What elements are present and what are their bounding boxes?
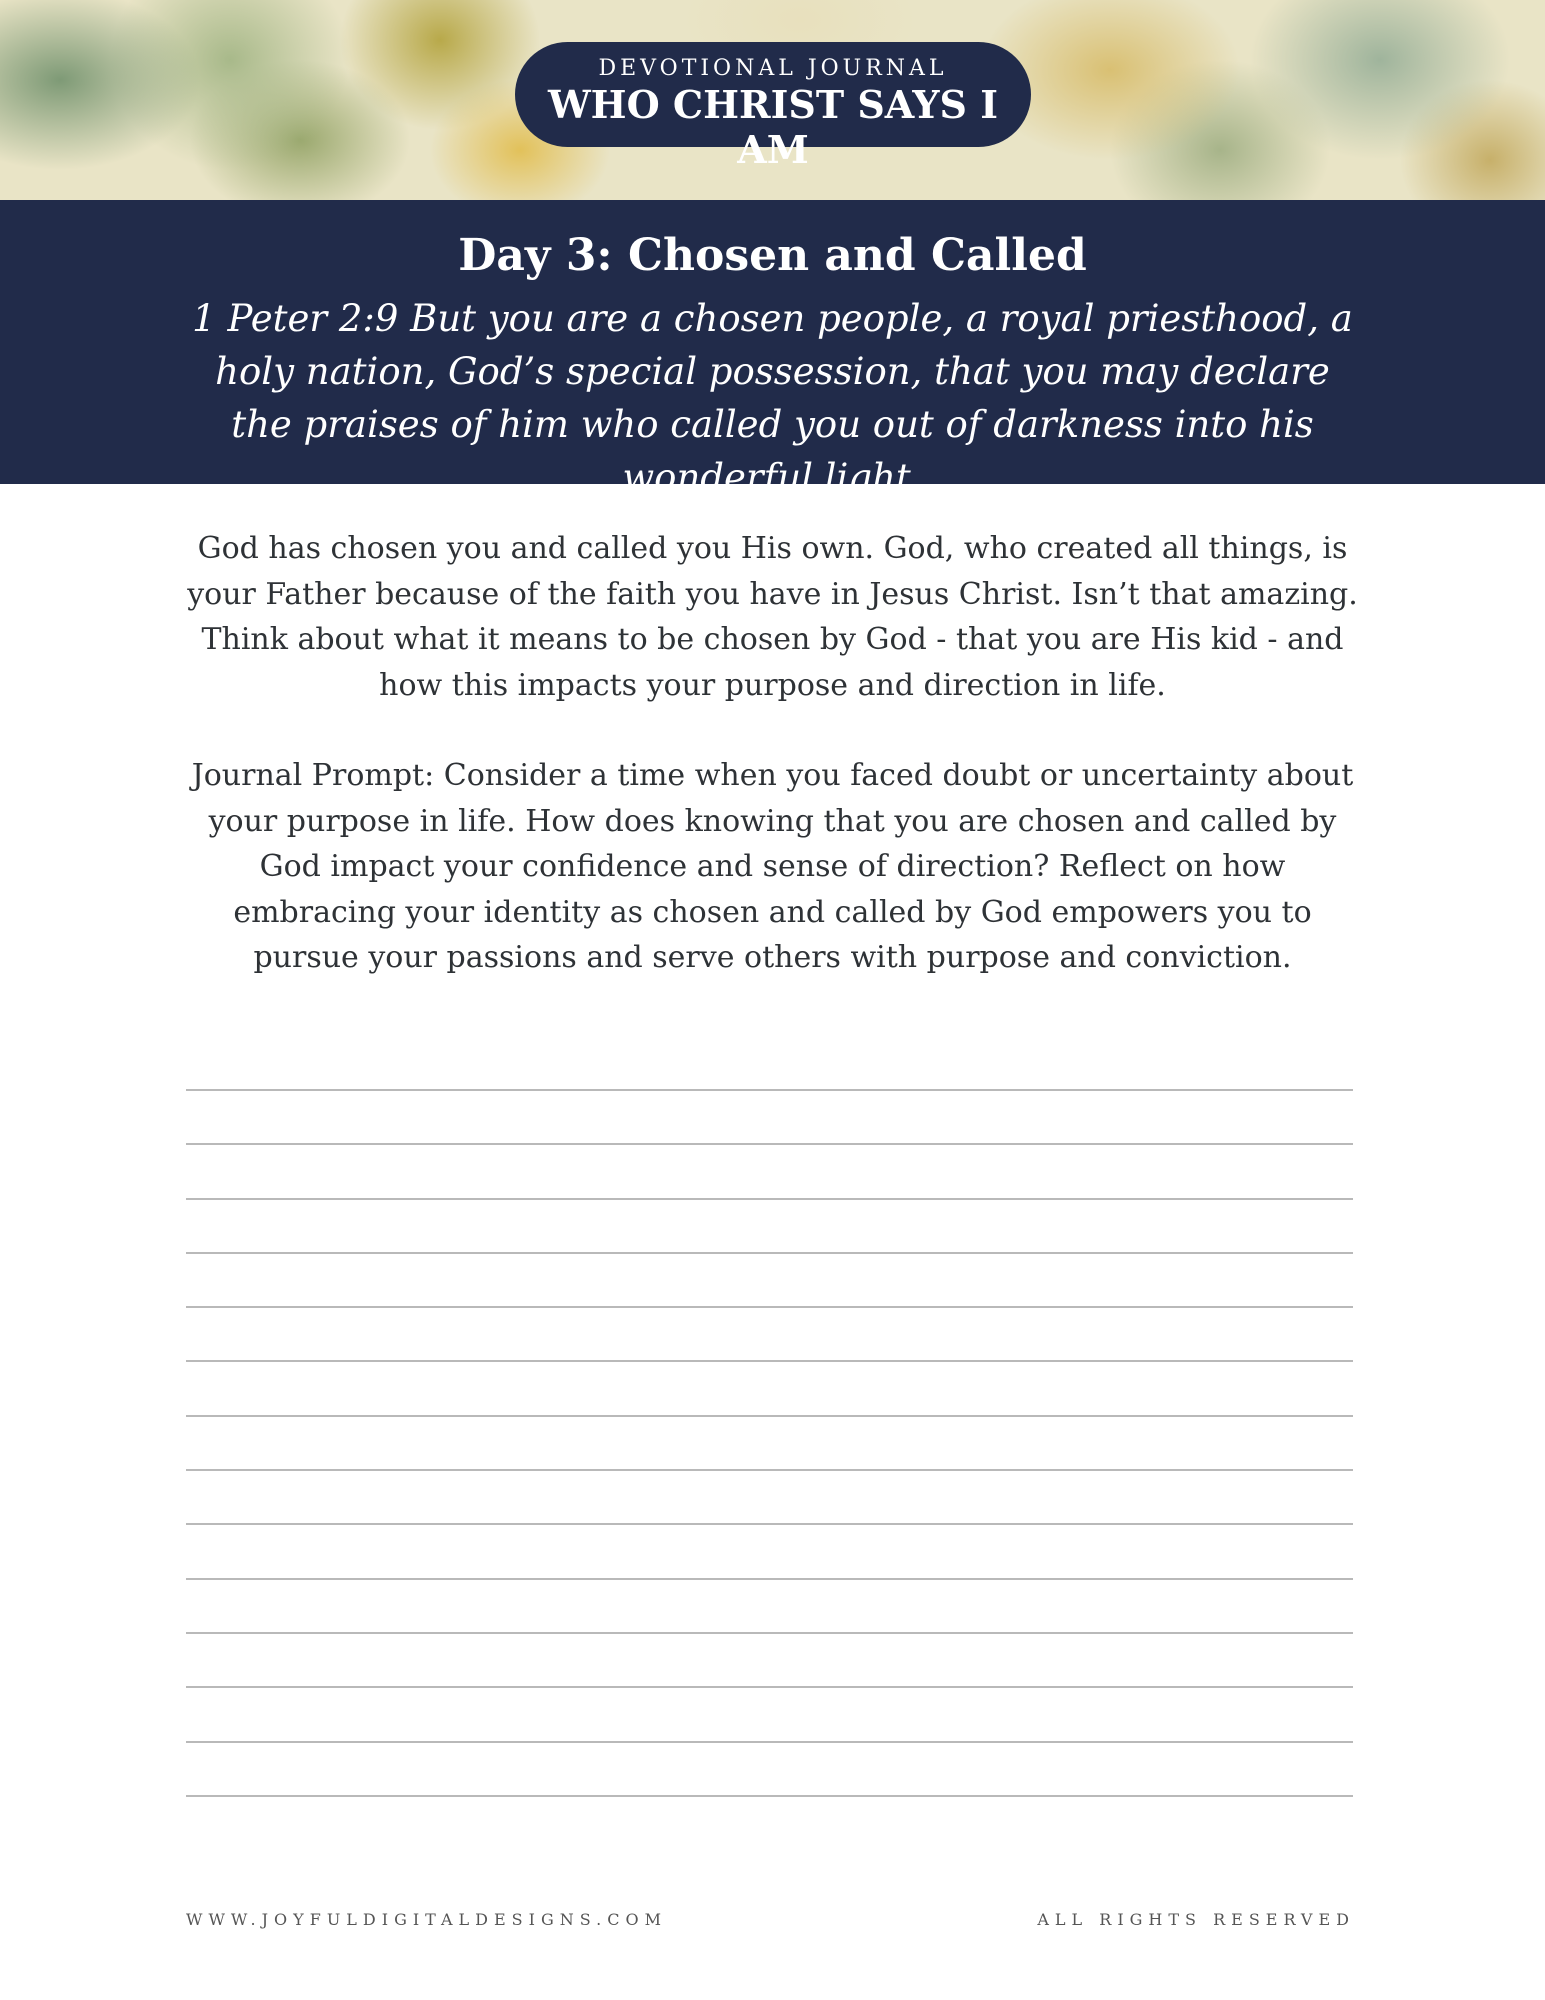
scripture-verse: 1 Peter 2:9 But you are a chosen people, a royal priesthood, a holy nation, God’s special possession, that you may declare the praises of him who called you out of darkness into his wonderful light. [192,297,1353,499]
writing-line[interactable] [186,1091,1353,1145]
writing-line[interactable] [186,1634,1353,1688]
footer-website: WWW.JOYFULDIGITALDESIGNS.COM [186,1910,667,1929]
journal-title-badge [515,42,1031,172]
journal-subtitle: DEVOTIONAL JOURNAL [598,56,948,81]
writing-line[interactable] [186,1200,1353,1254]
day-header [0,200,1545,499]
writing-line[interactable] [186,1471,1353,1525]
writing-line[interactable] [186,1417,1353,1471]
writing-line[interactable] [186,1525,1353,1579]
day-title: Day 3: Chosen and Called [458,230,1087,281]
journal-title: WHO CHRIST SAYS I AM [548,82,998,172]
footer-rights: ALL RIGHTS RESERVED [1037,1910,1355,1929]
writing-line[interactable] [186,1362,1353,1416]
reflection-text: God has chosen you and called you His own. God, who created all things, is your Father because of the faith you have in Jesus Christ. Isn’t that amazing. Think about what it means to be chosen by God - that you are His kid - and how this impacts your purpose and direction in life. [187,531,1358,703]
writing-line[interactable] [186,1254,1353,1308]
writing-line[interactable] [186,1580,1353,1634]
journal-prompt: Journal Prompt: Consider a time when you faced doubt or uncertainty about your purpose in life. How does knowing that you are chosen and called by God impact your confidence and sense of direction? Reflect on how embracing your identity as chosen and called by God empowers you to pursue your passions and serve others with purpose and conviction. [191,758,1354,975]
writing-line[interactable] [186,1743,1353,1797]
writing-line[interactable] [186,1688,1353,1742]
writing-line[interactable] [186,1145,1353,1199]
writing-line[interactable] [186,1308,1353,1362]
writing-lines[interactable] [186,1089,1353,1797]
